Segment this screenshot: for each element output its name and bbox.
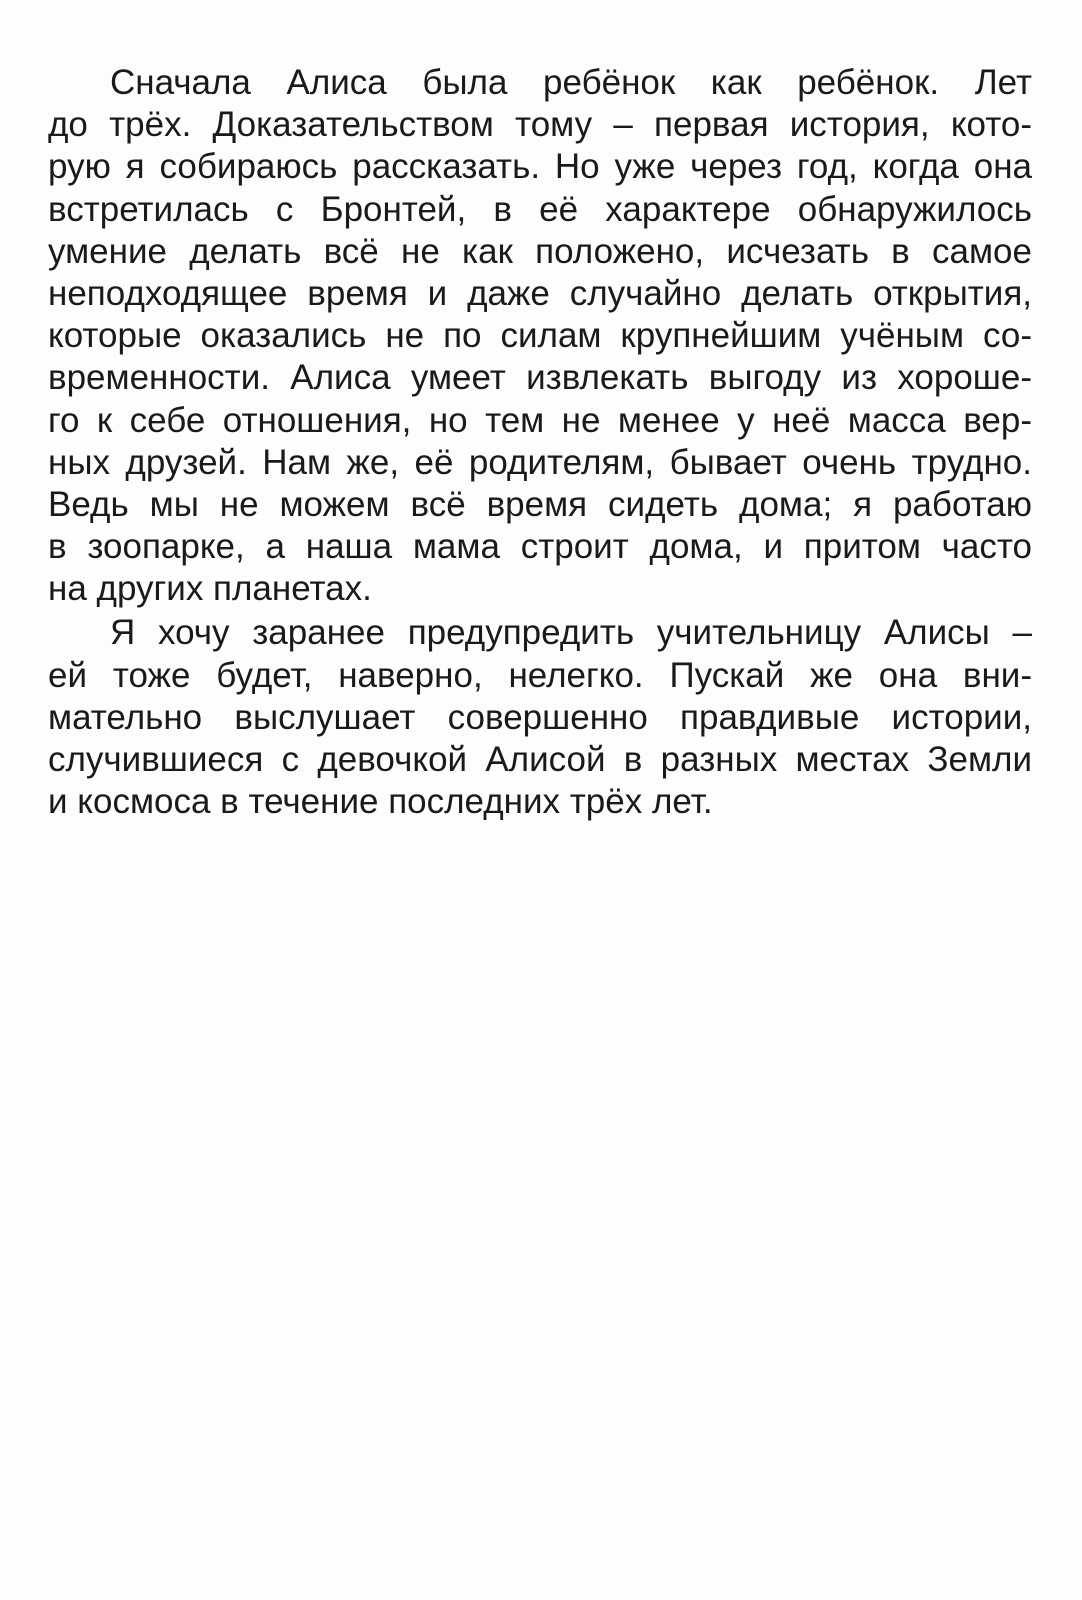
- text-line: которые оказались не по силам крупнейшим учёным со-: [48, 316, 1032, 356]
- text-line: ных друзей. Нам же, её родителям, бывает очень трудно.: [48, 442, 1032, 482]
- text-line: мательно выслушает совершенно правдивые истории,: [48, 697, 1032, 737]
- text-line: в зоопарке, а наша мама строит дома, и притом часто: [48, 527, 1032, 567]
- text-line: неподходящее время и даже случайно делать открытия,: [48, 273, 1032, 313]
- text-line: и космоса в течение последних трёх лет.: [48, 782, 713, 822]
- body-text: [48, 62, 1032, 823]
- text-line: временности. Алиса умеет извлекать выгоду из хороше-: [48, 358, 1032, 398]
- text-line: случившиеся с девочкой Алисой в разных местах Земли: [48, 740, 1032, 779]
- text-line: Я хочу заранее предупредить учительницу Алисы –: [110, 613, 1032, 653]
- paragraph-2: [48, 612, 1032, 823]
- text-line: на других планетах.: [48, 569, 372, 609]
- text-line: ей тоже будет, наверно, нелегко. Пускай же она вни-: [48, 655, 1032, 695]
- text-line: Сначала Алиса была ребёнок как ребёнок. Лет: [110, 63, 1032, 102]
- text-line: до трёх. Доказательством тому – первая история, кото-: [48, 105, 1032, 145]
- paragraph-1: [48, 62, 1032, 610]
- text-line: встретилась с Бронтей, в её характере обнаружилось: [48, 189, 1032, 229]
- text-line: го к себе отношения, но тем не менее у неё масса вер-: [48, 400, 1032, 440]
- text-line: рую я собираюсь рассказать. Но уже через год, когда она: [48, 147, 1032, 187]
- text-line: умение делать всё не как положено, исчезать в самое: [48, 231, 1032, 271]
- text-line: Ведь мы не можем всё время сидеть дома; я работаю: [48, 484, 1032, 524]
